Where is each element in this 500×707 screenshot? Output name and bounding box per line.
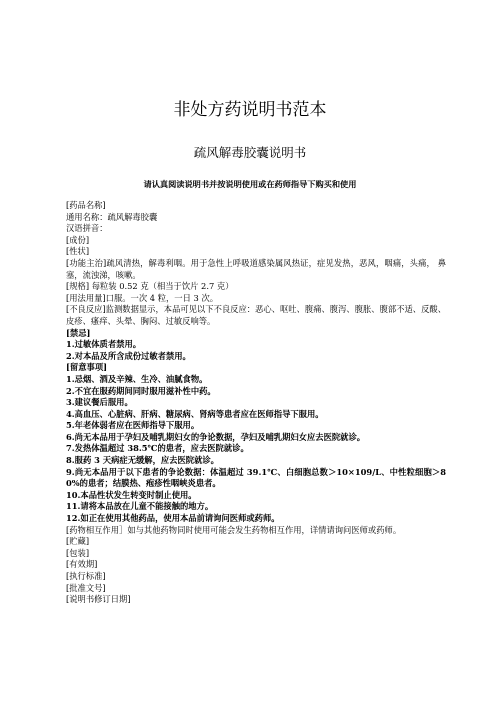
leaflet-line: 3.建议餐后服用。 (66, 397, 133, 408)
leaflet-line: 7.发热体温超过 38.5℃的患者，应去医院就诊。 (66, 443, 249, 454)
leaflet-line: [成份] (66, 234, 90, 245)
leaflet-line: 1.忌烟、酒及辛辣、生冷、油腻食物。 (66, 373, 208, 384)
leaflet-line: 5.年老体弱者应在医师指导下服用。 (66, 420, 200, 431)
leaflet-line: [不良反应]监测数据显示，本品可见以下不良反应：恶心、呕吐、腹痛、腹泻、腹胀、腹部不适、反酸、皮疹、瘙痒、头晕、胸闷、过敏反响等。 (66, 304, 446, 326)
leaflet-line: [批准文号] (66, 582, 106, 593)
leaflet-line: [功能主治]疏风清热，解毒利咽。用于急性上呼吸道感染属风热证，症见发热，恶风，咽痛，头痛， 鼻塞，流浊涕，咳嗽。 (66, 257, 446, 280)
leaflet-line: [贮藏] (66, 536, 90, 547)
leaflet-line: 2.不宜在服药期间同时服用滋补性中药。 (66, 385, 216, 396)
leaflet-line: 10.本品性状发生转变时制止使用。 (66, 489, 197, 500)
leaflet-line: 9.尚无本品用于以下患者的争论数据：体温超过 39.1℃、白细胞总数＞10×109/L、中性粒细胞＞80%的患者；结膜热、疱疹性咽峡炎患者。 (66, 466, 446, 489)
leaflet-line: 4.高血压、心脏病、肝病、糖尿病、肾病等患者应在医师指导下服用。 (66, 408, 324, 419)
leaflet-line: 11.请将本品放在儿童不能接触的地方。 (66, 501, 214, 512)
leaflet-line: [规格] 每粒装 0.52 克（相当于饮片 2.7 克） (66, 281, 234, 292)
leaflet-line: 2.对本品及所含成份过敏者禁用。 (66, 350, 191, 361)
leaflet-line: 1.过敏体质者禁用。 (66, 339, 142, 350)
leaflet-line: [有效期] (66, 559, 98, 570)
leaflet-line: [说明书修订日期] (66, 594, 131, 605)
usage-notice: 请认真阅读说明书并按说明使用或在药师指导下购买和使用 (143, 179, 357, 189)
leaflet-line: [药物相互作用］如与其他药物同时使用可能会发生药物相互作用，详情请询问医师或药师。 (66, 524, 402, 535)
leaflet-line: [性状] (66, 246, 90, 257)
leaflet-subtitle: 疏风解毒胶囊说明书 (193, 145, 307, 160)
leaflet-line: [执行标准] (66, 571, 106, 581)
leaflet-line: 6.尚无本品用于孕妇及哺乳期妇女的争论数据，孕妇及哺乳期妇女应去医院就诊。 (66, 431, 366, 442)
page-title: 非处方药说明书范本 (173, 100, 327, 120)
leaflet-line: 通用名称：疏风解毒胶囊 (66, 211, 158, 222)
leaflet-body (66, 200, 446, 606)
leaflet-line: [留意事项] (66, 362, 108, 373)
leaflet-line: [包装] (66, 547, 90, 558)
leaflet-line: 12.如正在使用其他药品，使用本品前请询问医师或药师。 (66, 513, 280, 524)
leaflet-line: [药品名称] (66, 200, 106, 210)
leaflet-line: 汉语拼音： (66, 223, 108, 234)
leaflet-line: 8.服药 3 天病症无缓解，应去医院就诊。 (66, 455, 219, 466)
leaflet-line: [用法用量]口服。一次 4 粒，一日 3 次。 (66, 292, 219, 303)
leaflet-line: [禁忌] (66, 327, 91, 338)
